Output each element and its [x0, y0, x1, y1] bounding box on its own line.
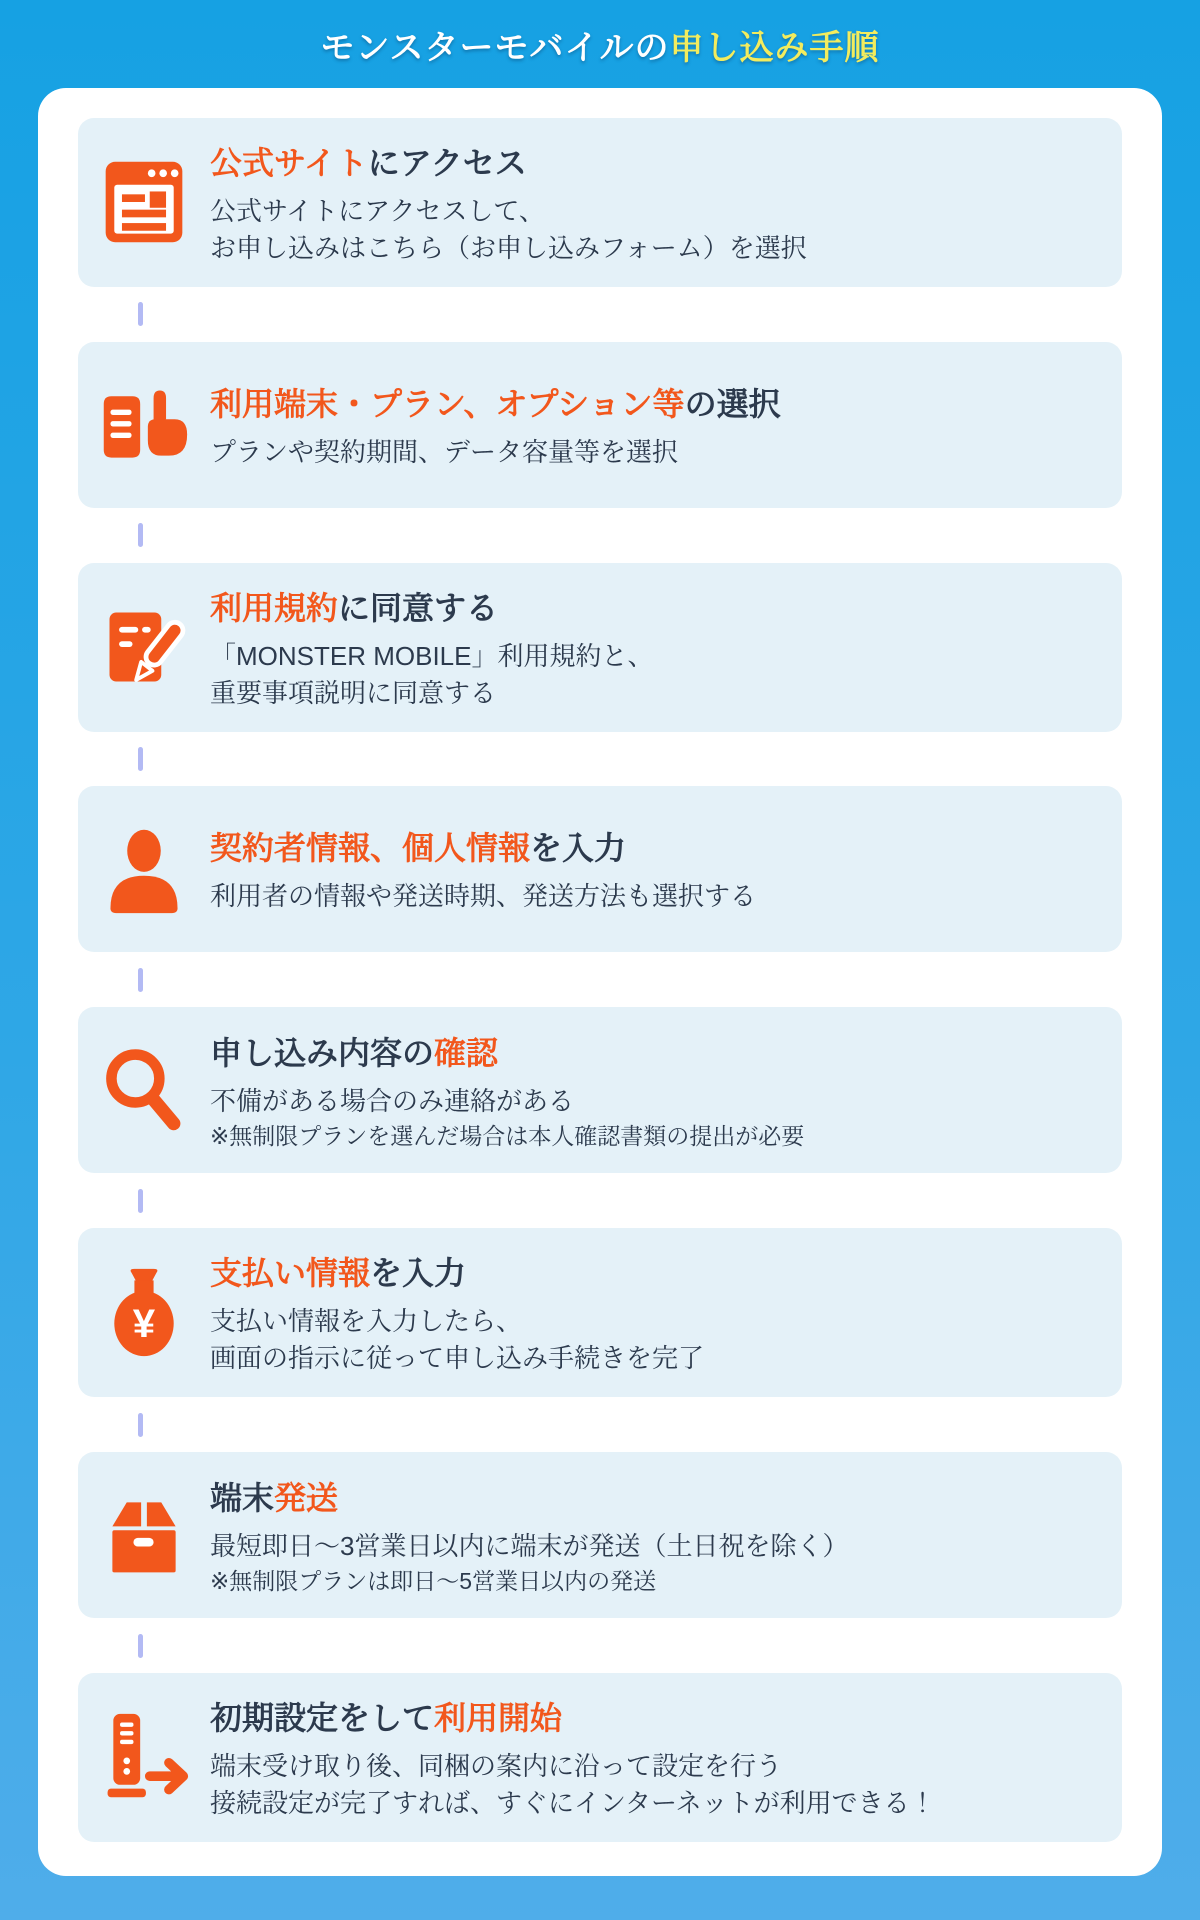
- step-connector: [78, 1189, 1122, 1213]
- step-desc-line: 画面の指示に従って申し込み手続きを完了: [210, 1343, 705, 1374]
- step-desc-line: 支払い情報を入力したら、: [210, 1306, 523, 1337]
- step-card: [78, 1452, 1122, 1618]
- step-desc-line: 「MONSTER MOBILE」利用規約と、: [210, 640, 654, 671]
- step-card: [78, 342, 1122, 508]
- step-desc: [210, 638, 1092, 712]
- step-connector-line: [138, 302, 143, 326]
- step-card: [78, 563, 1122, 732]
- step-connector: [78, 1634, 1122, 1658]
- title-segment: に同意する: [338, 589, 499, 626]
- title-segment-highlight: 支払い情報: [210, 1255, 371, 1292]
- title-segment-highlight: 利用規約: [210, 589, 339, 626]
- title-segment: モンスターモバイルの: [320, 28, 670, 67]
- step-connector: [78, 523, 1122, 547]
- title-segment: の選択: [684, 385, 781, 422]
- step-body: [210, 1693, 1092, 1822]
- step-desc: [210, 434, 1092, 471]
- header: [0, 0, 1200, 88]
- step-note-line: ※無制限プランを選んだ場合は本人確認書類の提出が必要: [210, 1123, 805, 1149]
- title-segment-highlight: 公式サイト: [210, 145, 368, 181]
- step-connector-line: [138, 1413, 143, 1437]
- plan-select-icon: [78, 379, 210, 471]
- step-desc-line: 最短即日～3営業日以内に端末が発送（土日祝を除く）: [210, 1530, 849, 1561]
- step-card: [78, 1228, 1122, 1397]
- step-body: [210, 823, 1092, 915]
- step-body: [210, 1473, 1092, 1598]
- step-body: [210, 1248, 1092, 1377]
- step-title: [210, 1028, 1092, 1074]
- title-segment-highlight: 利用端末・プラン、オプション等: [210, 385, 685, 422]
- step-desc-line: 不備がある場合のみ連絡がある: [210, 1086, 575, 1117]
- step-title: [210, 583, 1092, 629]
- browser-icon: [78, 156, 210, 248]
- step-card: [78, 118, 1122, 287]
- main-card: [38, 88, 1162, 1876]
- terms-sign-icon: [78, 601, 210, 693]
- step-body: [210, 138, 1092, 267]
- magnifier-icon: [78, 1044, 210, 1136]
- page-title: [321, 20, 880, 69]
- step-body: [210, 583, 1092, 712]
- title-segment: にアクセス: [367, 145, 527, 181]
- title-segment-highlight: 発送: [274, 1479, 339, 1516]
- title-segment: を入力: [530, 830, 627, 867]
- router-setup-icon: [78, 1711, 210, 1803]
- step-body: [210, 379, 1092, 471]
- step-connector-line: [138, 747, 143, 771]
- title-segment-highlight: 利用開始: [434, 1700, 563, 1736]
- step-title: [210, 1693, 1092, 1739]
- step-desc-line: 端末受け取り後、同梱の案内に沿って設定を行う: [210, 1751, 783, 1781]
- person-icon: [78, 823, 210, 915]
- step-connector: [78, 747, 1122, 771]
- title-segment-highlight: 確認: [434, 1035, 499, 1072]
- title-segment: 端末: [210, 1479, 275, 1516]
- step-connector-line: [138, 1634, 143, 1658]
- step-desc: [210, 878, 1092, 915]
- step-card: [78, 1673, 1122, 1842]
- step-desc: [210, 193, 1092, 267]
- step-desc: [210, 1528, 1092, 1598]
- title-segment: 初期設定をして: [210, 1700, 435, 1736]
- step-connector-line: [138, 968, 143, 992]
- step-note-line: ※無制限プランは即日～5営業日以内の発送: [210, 1567, 657, 1594]
- step-card: [78, 786, 1122, 952]
- step-desc-line: 公式サイトにアクセスして、: [210, 196, 545, 226]
- step-title: [210, 1473, 1092, 1519]
- step-connector: [78, 968, 1122, 992]
- step-desc: [210, 1083, 1092, 1153]
- step-title: [210, 823, 1092, 869]
- step-card: [78, 1007, 1122, 1173]
- title-segment-highlight: 申し込み手順: [669, 28, 880, 67]
- step-desc-line: 接続設定が完了すれば、すぐにインターネットが利用できる！: [210, 1787, 936, 1818]
- step-title: [210, 379, 1092, 425]
- step-title: [210, 1248, 1092, 1294]
- step-desc: [210, 1748, 1092, 1822]
- step-connector: [78, 302, 1122, 326]
- title-segment-highlight: 契約者情報、個人情報: [210, 830, 531, 867]
- step-body: [210, 1028, 1092, 1153]
- steps-list: [78, 118, 1122, 1842]
- money-bag-icon: [78, 1267, 210, 1359]
- step-desc-line: お申し込みはこちら（お申し込みフォーム）を選択: [210, 232, 807, 263]
- package-icon: [78, 1489, 210, 1581]
- step-title: [210, 138, 1092, 184]
- step-desc-line: 重要事項説明に同意する: [210, 677, 497, 708]
- step-desc-line: 利用者の情報や発送時期、発送方法も選択する: [210, 881, 757, 912]
- step-connector-line: [138, 1189, 143, 1213]
- step-connector: [78, 1413, 1122, 1437]
- step-connector-line: [138, 523, 143, 547]
- title-segment: を入力: [370, 1255, 467, 1292]
- step-desc: [210, 1303, 1092, 1377]
- step-desc-line: プランや契約期間、データ容量等を選択: [210, 436, 679, 467]
- title-segment: 申し込み内容の: [210, 1035, 435, 1072]
